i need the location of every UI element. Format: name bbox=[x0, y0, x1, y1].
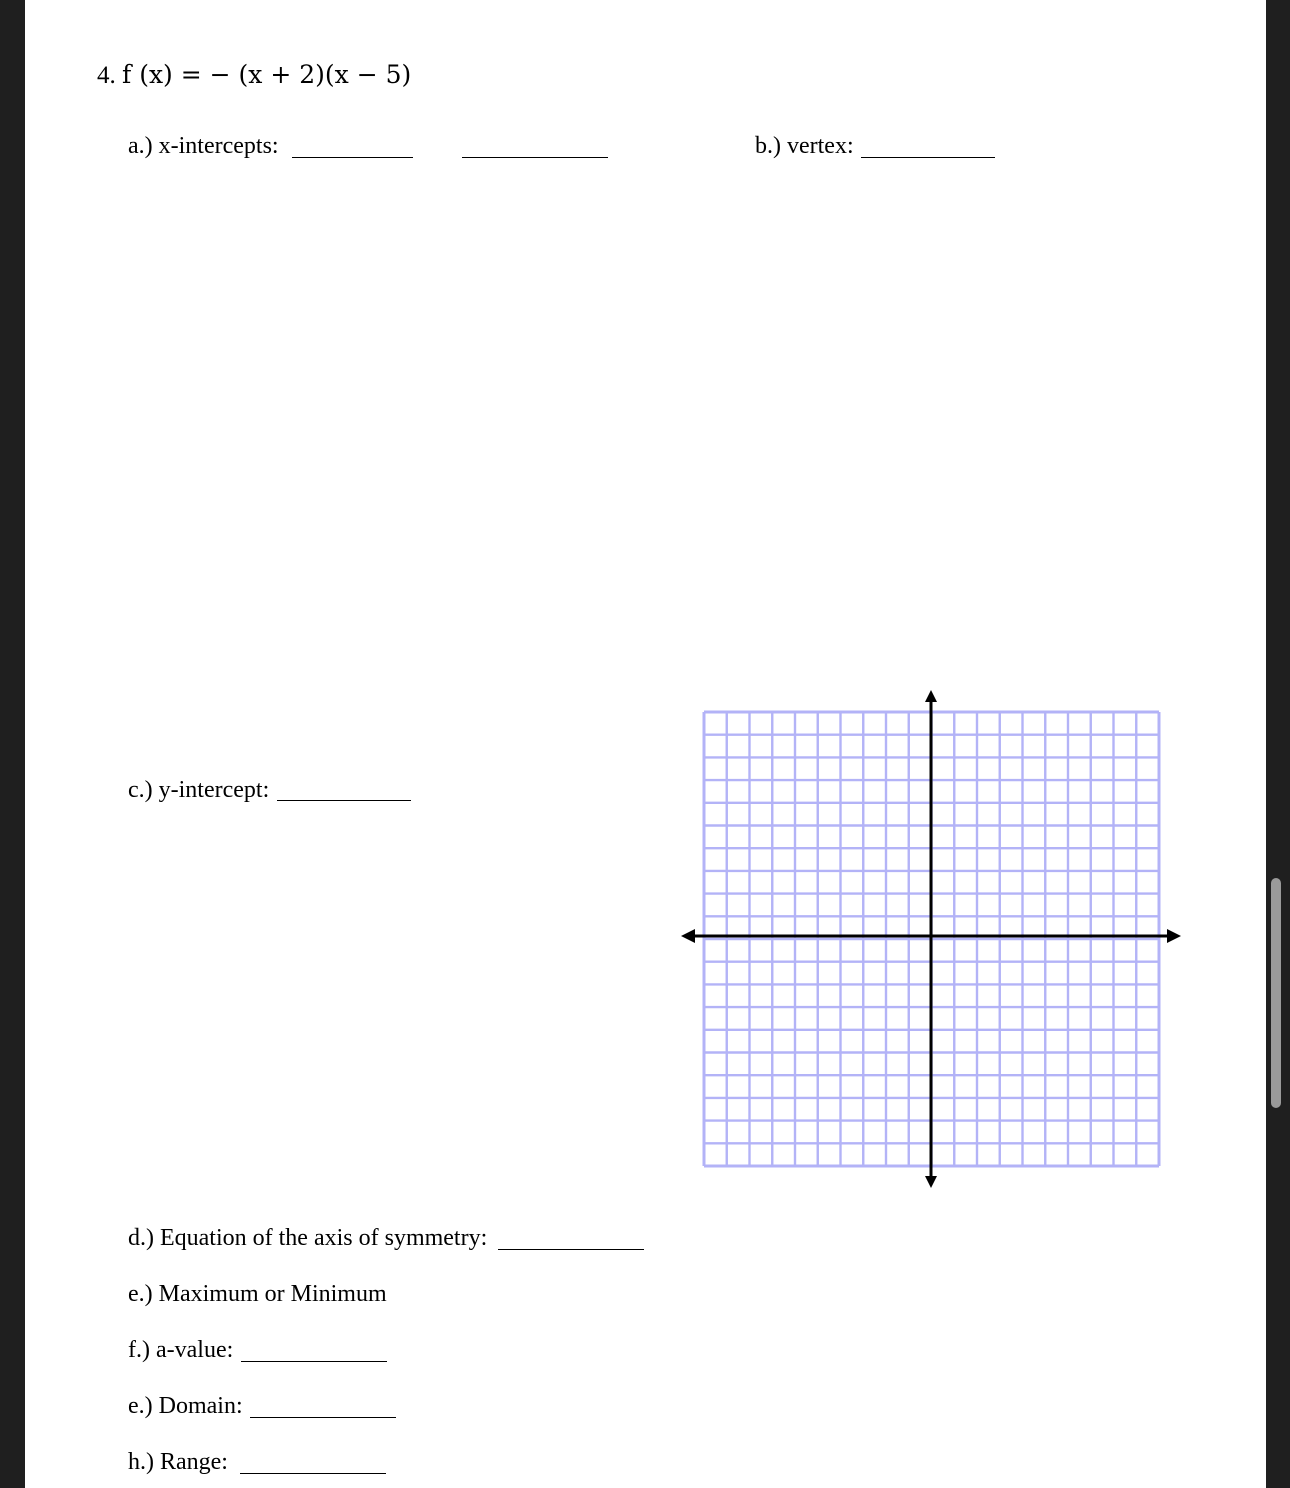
axis-of-symmetry-blank[interactable] bbox=[498, 1249, 644, 1250]
axis-of-symmetry-label: d.) Equation of the axis of symmetry: bbox=[128, 1225, 488, 1251]
domain-blank[interactable] bbox=[250, 1417, 396, 1418]
vertex-label: b.) vertex: bbox=[755, 133, 854, 159]
x-axis-left-arrow-icon bbox=[681, 929, 695, 943]
y-axis-down-arrow-icon bbox=[925, 1176, 937, 1188]
range-label: h.) Range: bbox=[128, 1449, 228, 1475]
x-axis-right-arrow-icon bbox=[1167, 929, 1181, 943]
a-value-blank[interactable] bbox=[241, 1361, 387, 1362]
y-intercept-blank[interactable] bbox=[277, 800, 411, 801]
y-intercept-label: c.) y-intercept: bbox=[128, 777, 270, 803]
vertical-scrollbar[interactable] bbox=[1271, 878, 1281, 1108]
domain-label: e.) Domain: bbox=[128, 1393, 243, 1419]
x-intercepts-label: a.) x-intercepts: bbox=[128, 133, 279, 159]
vertex-blank[interactable] bbox=[861, 157, 995, 158]
x-intercept-2-blank[interactable] bbox=[462, 157, 608, 158]
function-equation: f (x) = − (x + 2)(x − 5) bbox=[122, 60, 412, 89]
coordinate-grid[interactable] bbox=[675, 686, 1190, 1196]
problem-number: 4. bbox=[97, 62, 116, 89]
x-intercept-1-blank[interactable] bbox=[292, 157, 413, 158]
max-or-min-label: e.) Maximum or Minimum bbox=[128, 1281, 387, 1307]
worksheet-page bbox=[25, 0, 1266, 1488]
problem-heading bbox=[97, 62, 411, 88]
range-blank[interactable] bbox=[240, 1473, 386, 1474]
y-axis-up-arrow-icon bbox=[925, 690, 937, 702]
a-value-label: f.) a-value: bbox=[128, 1337, 234, 1363]
